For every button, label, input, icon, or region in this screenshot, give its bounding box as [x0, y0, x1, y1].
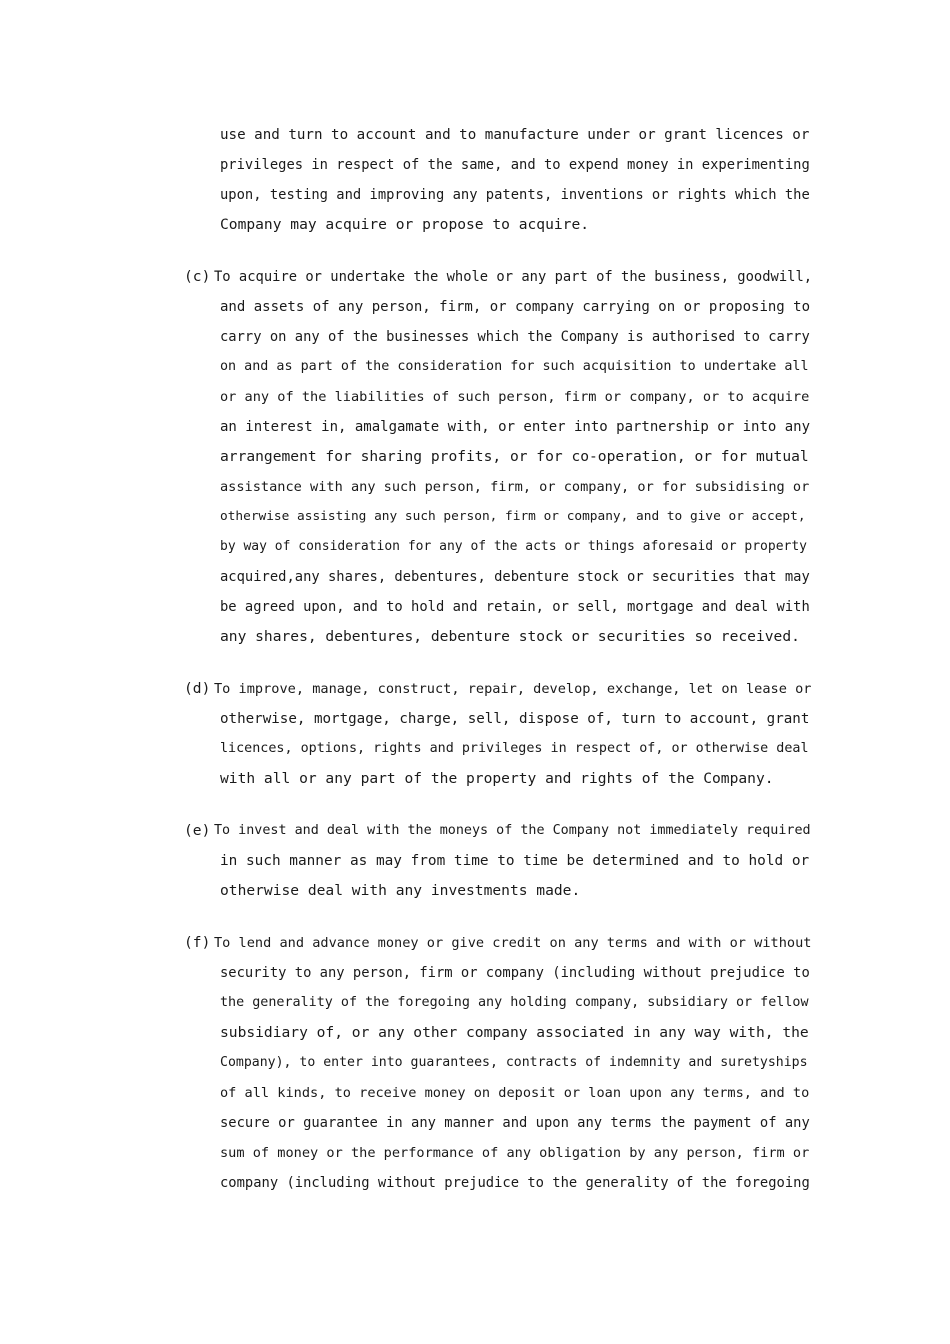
clause-line: and assets of any person, firm, or company carrying on or proposing to — [220, 299, 811, 315]
clause-line: with all or any part of the property and rights of the Company. — [220, 770, 774, 787]
clause-line: To acquire or undertake the whole or any part of the business, goodwill, — [214, 269, 813, 285]
clause-line: an interest in, amalgamate with, or enter into partnership or into any — [220, 419, 811, 435]
clause-line: on and as part of the consideration for such acquisition to undertake all — [220, 359, 809, 374]
clause-line: To improve, manage, construct, repair, develop, exchange, let on lease or — [214, 681, 812, 697]
clause-marker: (c) — [184, 268, 211, 285]
clause-line: secure or guarantee in any manner and upon any terms the payment of any — [220, 1115, 810, 1131]
clause-line: To invest and deal with the moneys of the Company not immediately required — [214, 823, 811, 838]
clause-marker: (e) — [184, 822, 211, 839]
clause-line: assistance with any such person, firm, or company, or for subsidising or — [220, 479, 810, 495]
clause-line: carry on any of the businesses which the Company is authorised to carry — [220, 329, 810, 345]
clause-line: otherwise assisting any such person, firm or company, and to give or accept, — [220, 509, 806, 524]
clause-line: licences, options, rights and privileges in respect of, or otherwise deal — [220, 741, 809, 756]
continuation-line: Company may acquire or propose to acquire. — [220, 216, 590, 233]
clause-line: acquired,any shares, debentures, debenture stock or securities that may — [220, 569, 810, 585]
clause-line: otherwise, mortgage, charge, sell, dispose of, turn to account, grant — [220, 711, 810, 727]
clause-line: be agreed upon, and to hold and retain, or sell, mortgage and deal with — [220, 599, 810, 615]
clause-line: by way of consideration for any of the acts or things aforesaid or property — [220, 539, 807, 554]
clause-line: of all kinds, to receive money on deposit or loan upon any terms, and to — [220, 1085, 810, 1101]
clause-marker: (f) — [184, 934, 211, 951]
continuation-line: upon, testing and improving any patents, inventions or rights which the — [220, 187, 810, 203]
clause-line: the generality of the foregoing any holding company, subsidiary or fellow — [220, 995, 809, 1010]
clause-line: or any of the liabilities of such person, firm or company, or to acquire — [220, 389, 810, 405]
clause-line: any shares, debentures, debenture stock or securities so received. — [220, 628, 800, 645]
continuation-line: privileges in respect of the same, and to expend money in experimenting — [220, 157, 810, 173]
clause-line: security to any person, firm or company (including without prejudice to — [220, 965, 810, 981]
clause-line: subsidiary of, or any other company associated in any way with, the — [220, 1024, 809, 1041]
clause-line: company (including without prejudice to the generality of the foregoing — [220, 1175, 810, 1191]
continuation-line: use and turn to account and to manufacture under or grant licences or — [220, 127, 810, 143]
clause-line: sum of money or the performance of any obligation by any person, firm or — [220, 1145, 810, 1161]
clause-line: otherwise deal with any investments made. — [220, 882, 581, 899]
clause-line: arrangement for sharing profits, or for co-operation, or for mutual — [220, 448, 809, 465]
clause-line: Company), to enter into guarantees, contracts of indemnity and suretyships — [220, 1055, 808, 1070]
clause-line: To lend and advance money or give credit on any terms and with or without — [214, 935, 812, 951]
clause-line: in such manner as may from time to time be determined and to hold or — [220, 853, 810, 869]
clause-marker: (d) — [184, 680, 211, 697]
